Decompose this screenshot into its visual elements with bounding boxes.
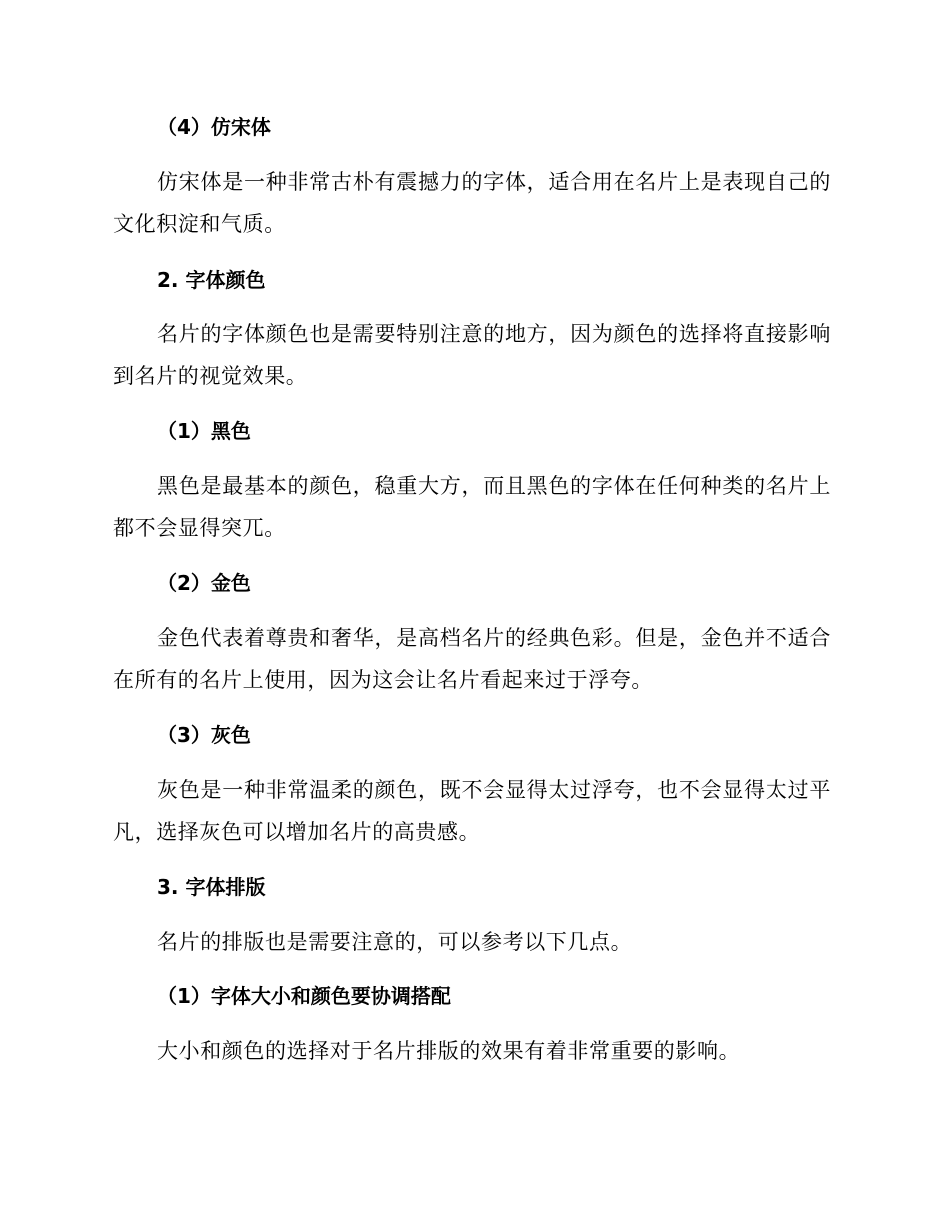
heading-font-color: 2. 字体颜色 — [157, 268, 266, 292]
paragraph-gold: 金色代表着尊贵和奢华，是高档名片的经典色彩。但是，金色并不适合在所有的名片上使用，因为这会让名片看起来过于浮夸。 — [113, 626, 831, 692]
paragraph-font-color: 名片的字体颜色也是需要特别注意的地方，因为颜色的选择将直接影响到名片的视觉效果。 — [113, 322, 831, 388]
paragraph-font-layout: 名片的排版也是需要注意的，可以参考以下几点。 — [157, 930, 633, 954]
paragraph-gray: 灰色是一种非常温柔的颜色，既不会显得太过浮夸，也不会显得太过平凡，选择灰色可以增加名片的高贵感。 — [113, 778, 831, 844]
heading-gray: （3）灰色 — [157, 723, 251, 747]
paragraph-size-color: 大小和颜色的选择对于名片排版的效果有着非常重要的影响。 — [157, 1039, 741, 1063]
paragraph-fangsong: 仿宋体是一种非常古朴有震撼力的字体，适合用在名片上是表现自己的文化积淀和气质。 — [113, 170, 831, 236]
heading-gold: （2）金色 — [157, 571, 251, 595]
heading-black: （1）黑色 — [157, 419, 251, 443]
heading-font-layout: 3. 字体排版 — [157, 875, 266, 899]
paragraph-black: 黑色是最基本的颜色，稳重大方，而且黑色的字体在任何种类的名片上都不会显得突兀。 — [113, 474, 831, 540]
heading-fangsong: （4）仿宋体 — [157, 115, 271, 139]
heading-size-color: （1）字体大小和颜色要协调搭配 — [157, 984, 451, 1008]
